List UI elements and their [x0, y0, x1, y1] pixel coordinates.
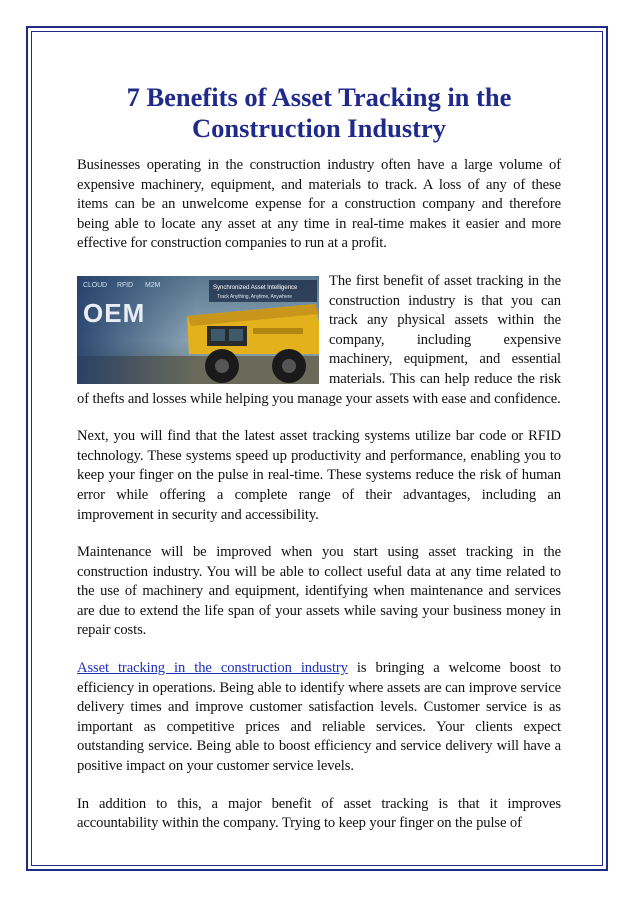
- banner-tagline: Track Anything, Anytime, Anywhere: [217, 293, 292, 300]
- banner-logo: OEM: [83, 297, 146, 328]
- document-body: [77, 82, 561, 834]
- asset-tracking-link[interactable]: Asset tracking in the construction industry: [77, 660, 348, 677]
- banner-headline: Synchronized Asset Intelligence: [213, 283, 298, 291]
- paragraph-benefit-5: In addition to this, a major benefit of asset tracking is that it improves accountability within the company. Trying to keep your finger on the pulse of: [77, 795, 561, 832]
- paragraph-benefit-4: [77, 659, 561, 777]
- paragraph-benefit-3: Maintenance will be improved when you start using asset tracking in the construction industry. You will be able to collect useful data at any time related to the use of machinery and equipment, identifying when maintenance and services are due to extend the life span of your assets while saving your business money in repair costs.: [77, 544, 561, 639]
- paragraph-intro: Businesses operating in the construction industry often have a large volume of expensive machinery, equipment, and materials to track. A loss of any of these items can be an unwelcome expense for a construction company and therefore being able to locate any asset at any time in real-time makes it easier and more effective for construction companies to run at a profit.: [77, 157, 561, 252]
- paragraph-benefit-4-text: is bringing a welcome boost to efficiency in operations. Being able to identify where assets are can improve service delivery times and improve customer satisfaction levels. Customer service is as important as competitive prices and reliable services. Your clients expect outstanding service. Being able to boost efficiency and service delivery will have a positive impact on your customer service levels.: [77, 660, 561, 775]
- paragraph-benefit-1: [77, 272, 561, 409]
- banner-tag-m2m: M2M: [145, 281, 161, 289]
- page-title: 7 Benefits of Asset Tracking in the Construction Industry: [126, 82, 512, 143]
- paragraph-benefit-2: Next, you will find that the latest asset tracking systems utilize bar code or RFID technology. These systems speed up productivity and performance, enabling you to keep your finger on the pulse in real-time. These systems reduce the risk of human error while offering a complete range of their advantages, including an improvement in security and accessibility.: [77, 428, 561, 523]
- banner-tag-rfid: RFID: [117, 281, 133, 289]
- paragraph-benefit-1-text: The first benefit of asset tracking in the construction industry is that you can track any physical assets within the company, including expensive machinery, equipment, and essential materials. This can help reduce the risk of thefts and losses while helping you manage your assets with ease and confidence.: [77, 272, 561, 407]
- truck-banner-image: [77, 276, 319, 384]
- banner-tag-cloud: CLOUD: [83, 281, 108, 289]
